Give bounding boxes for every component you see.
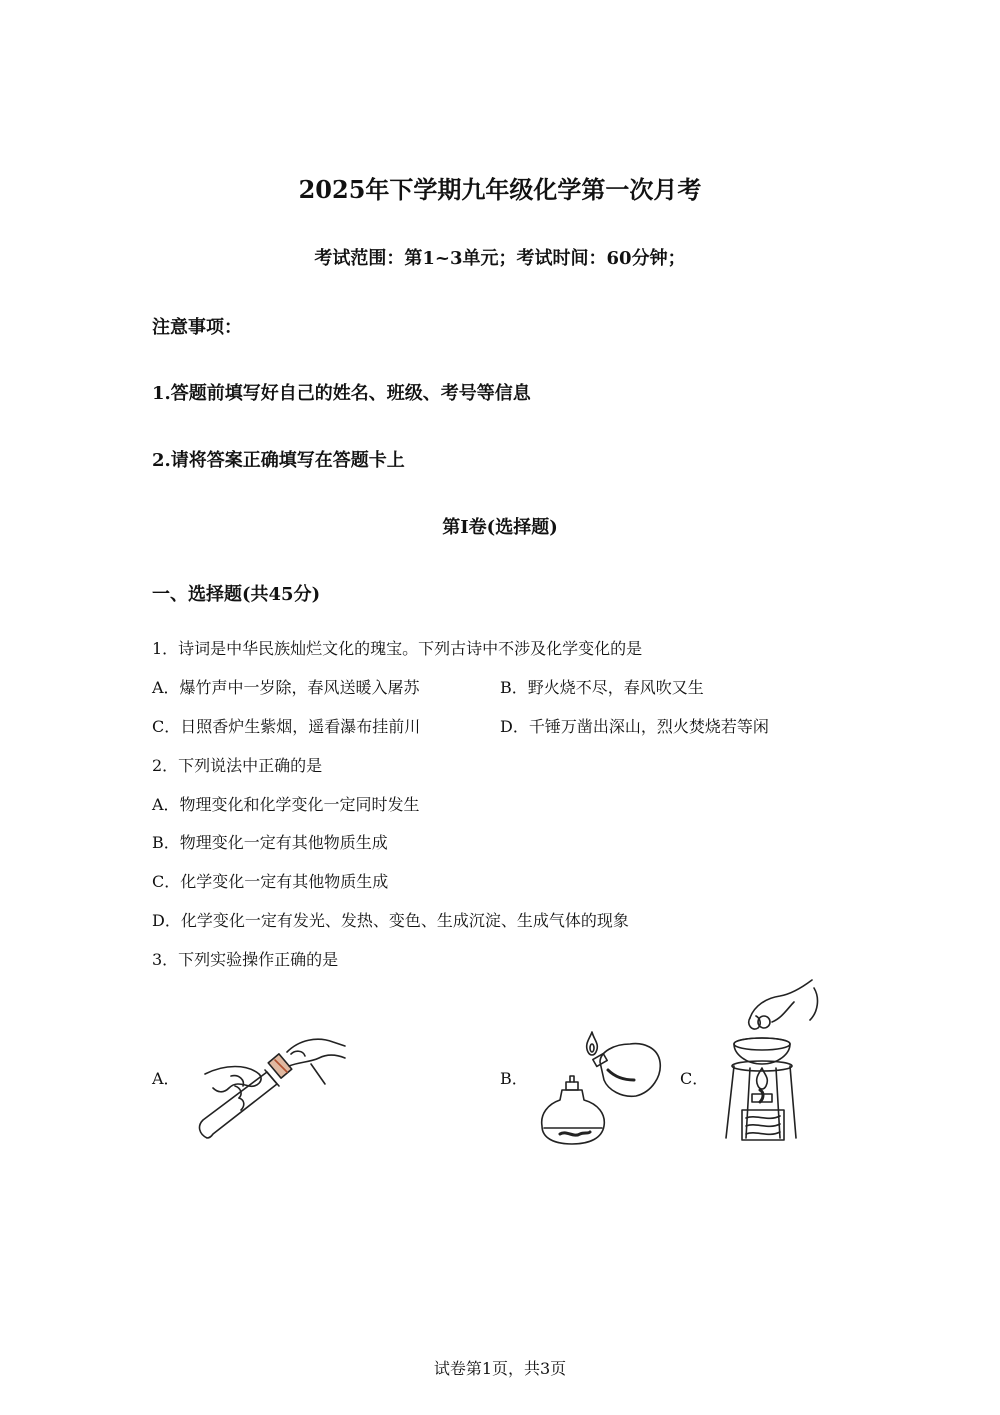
question-3-option-c: C． [680,1069,709,1088]
question-2-option-a: A．物理变化和化学变化一定同时发生 [152,795,420,814]
question-1-option-c: C．日照香炉生紫烟，遥看瀑布挂前川 [152,717,421,736]
question-1-stem: 1．诗词是中华民族灿烂文化的瑰宝。下列古诗中不涉及化学变化的是 [152,639,643,658]
question-1-option-d: D．千锤万凿出深山，烈火焚烧若等闲 [500,717,769,736]
volume-heading: 第I卷(选择题) [442,517,558,538]
question-2-option-b: B．物理变化一定有其他物质生成 [152,833,388,852]
section-heading: 一、选择题(共45分) [152,584,321,605]
question-1-option-a: A．爆竹声中一岁除，春风送暖入屠苏 [152,678,420,697]
question-3-option-a: A． [152,1069,180,1088]
question-2-option-c: C．化学变化一定有其他物质生成 [152,872,389,891]
note-item-2: 2.请将答案正确填写在答题卡上 [152,450,405,471]
notes-heading: 注意事项： [152,317,242,338]
crucible-tripod-figure [720,978,830,1148]
question-3-option-b: B． [500,1069,528,1088]
alcohol-lamps-figure [540,1030,670,1150]
question-2-stem: 2．下列说法中正确的是 [152,756,323,775]
exam-scope: 考试范围：第1~3单元；考试时间：60分钟； [314,248,686,269]
note-item-1: 1.答题前填写好自己的姓名、班级、考号等信息 [152,383,531,404]
test-tube-stopper-figure [195,1030,355,1150]
question-2-option-d: D．化学变化一定有发光、发热、变色、生成沉淀、生成气体的现象 [152,911,629,930]
question-1-option-b: B．野火烧不尽，春风吹又生 [500,678,704,697]
page-title: 2025年下学期九年级化学第一次月考 [298,175,702,204]
page-footer: 试卷第1页，共3页 [433,1359,567,1378]
question-3-stem: 3．下列实验操作正确的是 [152,950,339,969]
